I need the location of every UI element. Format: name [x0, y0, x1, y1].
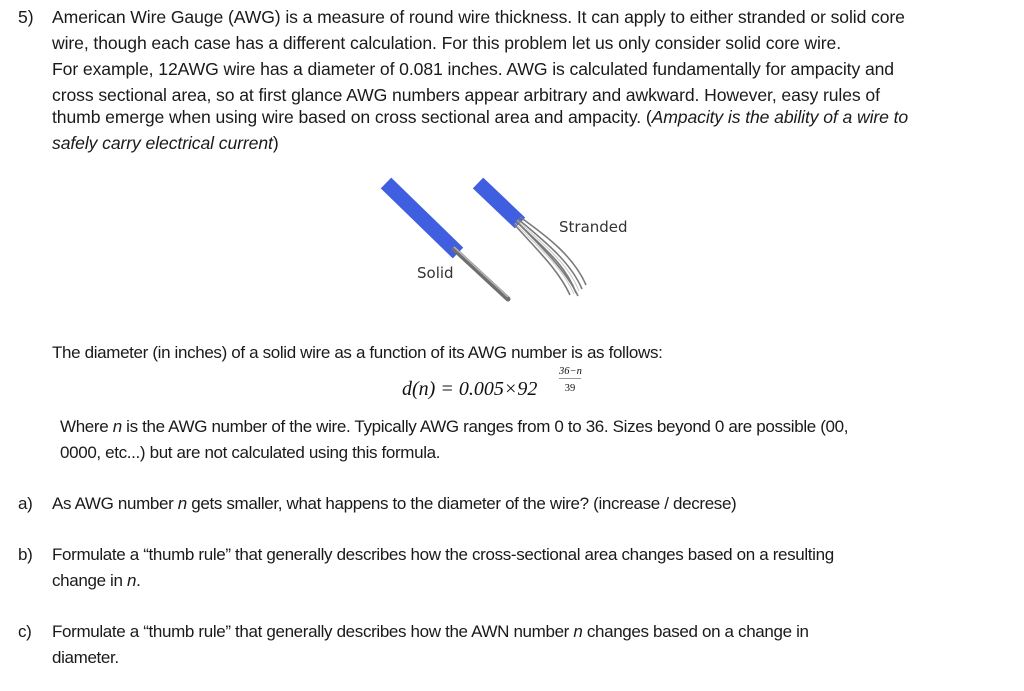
formula-main: d(n) = 0.005×92 — [402, 378, 538, 400]
wire-illustration — [370, 175, 660, 305]
variable-n: n — [126, 571, 137, 590]
question-b-line-2 — [52, 568, 140, 594]
question-c-line-2: diameter. — [52, 648, 119, 667]
stranded-label: Stranded — [559, 218, 628, 236]
intro-line-5-text: thumb emerge when using wire based on cross sectional area and ampacity. ( — [52, 107, 652, 127]
intro-line-2: wire, though each case has a different calculation. For this problem let us only consider solid core wire. — [52, 33, 842, 53]
question-c-text: Formulate a “thumb rule” that generally describes how the AWN number — [52, 622, 574, 641]
question-a-label: a) — [18, 494, 33, 513]
question-b-label: b) — [18, 545, 33, 564]
question-a-text — [52, 491, 736, 517]
question-b-line-1: Formulate a “thumb rule” that generally describes how the cross-sectional area changes based on a resulting — [52, 545, 834, 564]
exponent-denominator: 39 — [564, 383, 576, 394]
where-text-cont: is the AWG number of the wire. Typically AWG ranges from 0 to 36. Sizes beyond 0 are possible (00, — [121, 417, 849, 436]
close-paren: ) — [272, 133, 279, 153]
question-c-text-cont: changes based on a change in — [582, 622, 809, 641]
question-a-text-end: gets smaller, what happens to the diameter of the wire? (increase / decrese) — [186, 494, 737, 513]
where-line-2: 0000, etc...) but are not calculated using this formula. — [60, 443, 441, 462]
variable-n: n — [112, 417, 122, 436]
question-c-label: c) — [18, 622, 32, 641]
intro-line-4: cross sectional area, so at first glance AWG numbers appear arbitrary and awkward. However, easy rules of — [52, 85, 880, 105]
intro-line-1: American Wire Gauge (AWG) is a measure of round wire thickness. It can apply to either stranded or solid core — [52, 7, 905, 27]
where-line-1 — [60, 414, 848, 440]
intro-line-5 — [52, 104, 908, 130]
where-text: Where — [60, 417, 113, 436]
ampacity-definition: Ampacity is the ability of a wire to — [651, 107, 909, 127]
problem-number: 5) — [18, 7, 34, 27]
question-a-text-start: As AWG number — [52, 494, 178, 513]
intro-line-3: For example, 12AWG wire has a diameter of 0.081 inches. AWG is calculated fundamentally for ampacity and — [52, 59, 894, 79]
formula-exponent — [559, 366, 581, 395]
solid-label: Solid — [417, 264, 454, 282]
period: . — [136, 571, 141, 590]
variable-n: n — [177, 494, 187, 513]
wire-figure — [370, 175, 660, 305]
variable-n: n — [573, 622, 583, 641]
question-b-text: change in — [52, 571, 127, 590]
formula-lead-in: The diameter (in inches) of a solid wire as a function of its AWG number is as follows: — [52, 343, 663, 362]
question-c-line-1 — [52, 619, 809, 645]
ampacity-definition-cont: safely carry electrical current — [52, 133, 273, 153]
intro-line-6 — [52, 130, 279, 156]
exponent-numerator: 36−n — [559, 366, 582, 377]
